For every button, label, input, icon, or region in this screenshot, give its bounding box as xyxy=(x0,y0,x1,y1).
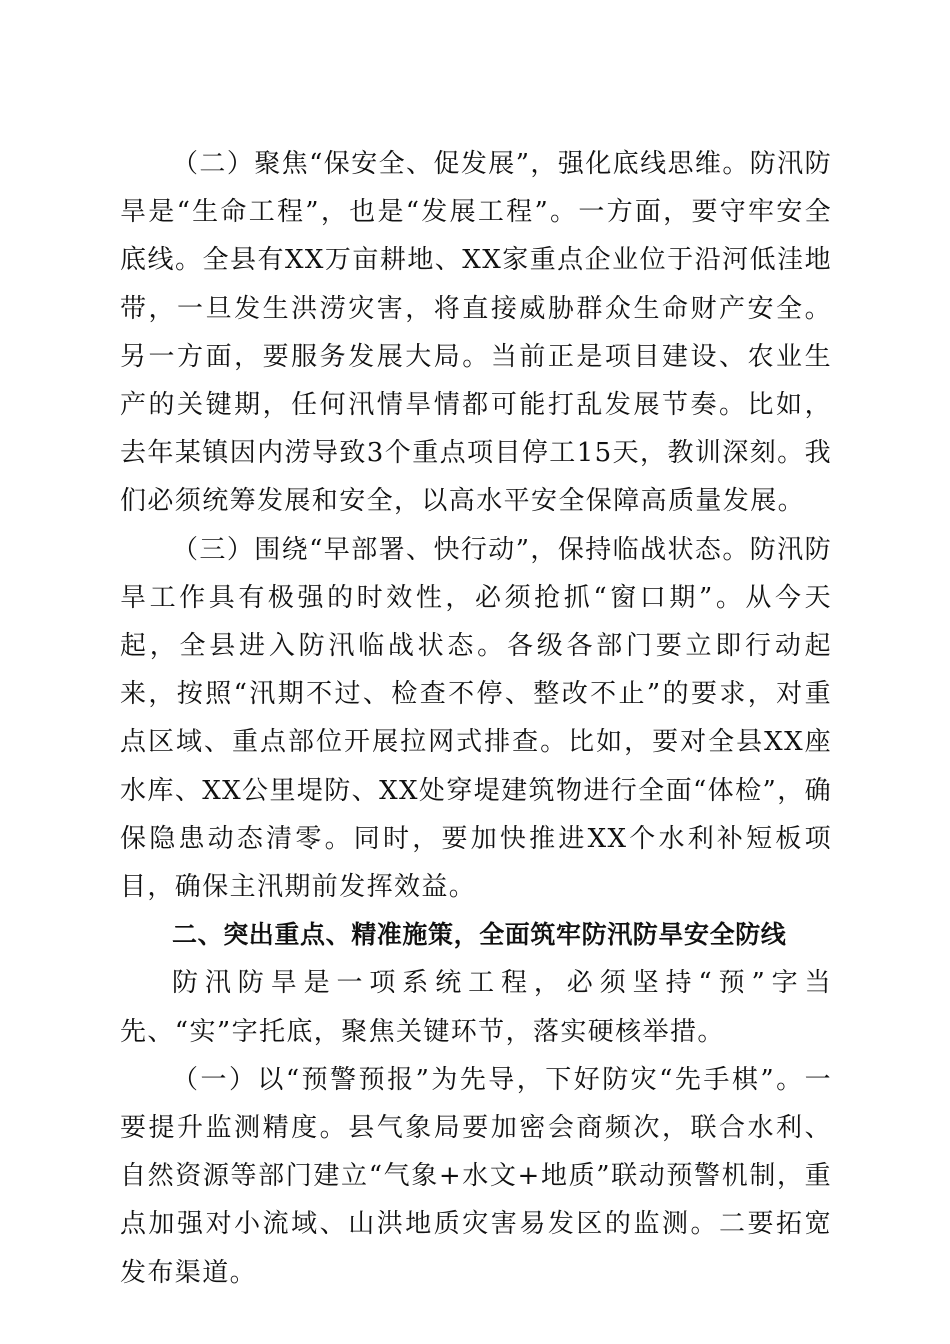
paragraph-early-deployment: （三）围绕“早部署、快行动”，保持临战状态。防汛防旱工作具有极强的时效性，必须抢抓“窗口期”。从今天起，全县进入防汛临战状态。各级各部门要立即行动起来，按照“汛期不过、检查不停、整改不止”的要求，对重点区域、重点部位开展拉网式排查。比如，要对全县XX座水库、XX公里堤防、XX处穿堤建筑物进行全面“体检”，确保隐患动态清零。同时，要加快推进XX个水利补短板项目，确保主汛期前发挥效益。 xyxy=(120,534,832,903)
paragraph-security-development: （二）聚焦“保安全、促发展”，强化底线思维。防汛防旱是“生命工程”，也是“发展工程”。一方面，要守牢安全底线。全县有XX万亩耕地、XX家重点企业位于沿河低洼地带，一旦发生洪涝灾害，将直接威胁群众生命财产安全。另一方面，要服务发展大局。当前正是项目建设、农业生产的关键期，任何汛情旱情都可能打乱发展节奏。比如，去年某镇因内涝导致3个重点项目停工15天，教训深刻。我们必须统筹发展和安全，以高水平安全保障高质量发展。 xyxy=(120,149,832,517)
document-body xyxy=(120,140,832,1297)
paragraph-system-engineering: 防汛防旱是一项系统工程，必须坚持“预”字当先、“实”字托底，聚焦关键环节，落实硬核举措。 xyxy=(120,968,832,1047)
section-heading-two: 二、突出重点、精准施策，全面筑牢防汛防旱安全防线 xyxy=(172,920,787,950)
paragraph-early-warning: （一）以“预警预报”为先导，下好防灾“先手棋”。一要提升监测精度。县气象局要加密会商频次，联合水利、自然资源等部门建立“气象+水文+地质”联动预警机制，重点加强对小流域、山洪地质灾害易发区的监测。二要拓宽发布渠道。 xyxy=(120,1064,832,1288)
